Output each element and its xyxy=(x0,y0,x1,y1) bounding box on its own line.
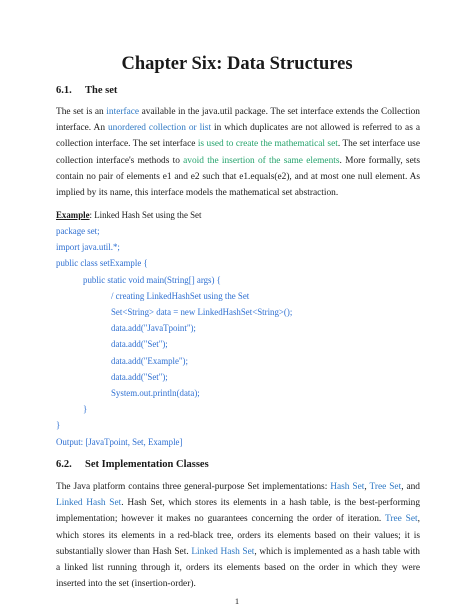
text-run: , which is implemented as a hash table with xyxy=(254,546,420,557)
text-run: collection interface. The set interface xyxy=(56,139,198,150)
highlighted-term: Linked Hash Set xyxy=(191,546,255,557)
highlighted-term: Tree Set xyxy=(369,482,402,492)
code-line: data.add("Set"); xyxy=(111,371,168,382)
section-title: The set xyxy=(85,85,118,96)
text-run: , xyxy=(364,482,370,492)
example-caption xyxy=(56,207,201,223)
text-line xyxy=(56,153,420,169)
highlighted-term: is used to create the mathematical set xyxy=(197,139,338,150)
text-run: , xyxy=(417,514,420,525)
text-run: collection interface's methods to xyxy=(56,155,184,166)
text-run: substantially slower than Hash Set. xyxy=(56,546,192,557)
text-run: inserted into the set (insertion-order). xyxy=(56,579,196,590)
highlighted-term: interface xyxy=(106,107,140,117)
code-line: } xyxy=(56,420,61,431)
text-run: available in the java.util package. The set interface extends the Collection xyxy=(139,107,420,117)
text-line xyxy=(56,104,420,120)
paragraph-set-intro xyxy=(56,104,420,201)
code-line: data.add("JavaTpoint"); xyxy=(111,323,196,334)
text-line xyxy=(56,544,420,560)
highlighted-term: Hash Set xyxy=(330,482,365,492)
chapter-title: Chapter Six: Data Structures xyxy=(121,54,353,74)
text-run: implied by its name, this interface models the mathematical set abstraction. xyxy=(56,187,339,198)
section-number: 6.1. xyxy=(56,85,72,96)
code-line: Set<String> data = new LinkedHashSet<String>(); xyxy=(111,307,293,317)
text-run: in which duplicates are not allowed is referred to as a xyxy=(211,123,420,134)
text-run: a linked list running through it, orders its elements based on the order in which they were xyxy=(56,562,420,573)
text-line xyxy=(56,576,420,592)
section-number: 6.2. xyxy=(56,459,72,470)
text-run: . More formally, sets xyxy=(339,155,420,166)
highlighted-term: Linked Hash Set xyxy=(56,498,122,509)
text-run: implementation; however it makes no guarantees concerning the order of iteration. xyxy=(56,514,385,525)
text-run: . The set interface use xyxy=(337,139,420,150)
example-label: Example xyxy=(56,210,90,220)
text-line xyxy=(56,528,420,544)
page-number: 1 xyxy=(234,596,240,606)
code-line: package set; xyxy=(56,226,100,236)
text-run: interface. An xyxy=(56,123,108,134)
code-line: data.add("Example"); xyxy=(111,355,188,366)
highlighted-term: unordered collection or list xyxy=(107,123,212,134)
text-line xyxy=(56,560,420,576)
code-line: System.out.println(data); xyxy=(111,388,200,398)
text-run: The Java platform contains three general-purpose Set implementations: xyxy=(56,482,331,492)
section-title: Set Implementation Classes xyxy=(85,459,209,470)
text-line xyxy=(56,120,420,136)
text-run: The set is an xyxy=(56,107,107,117)
code-line: Output: [JavaTpoint, Set, Example] xyxy=(56,436,183,447)
text-line xyxy=(56,136,420,152)
text-line xyxy=(56,495,420,511)
text-line xyxy=(56,185,420,201)
text-line xyxy=(56,169,420,185)
highlighted-term: avoid the insertion of the same elements xyxy=(183,155,340,166)
code-line: public class setExample { xyxy=(56,258,148,269)
code-line: import java.util.*; xyxy=(56,242,120,253)
paragraph-implementations xyxy=(56,479,420,592)
text-run: . Hash Set, which stores its elements in a hash table, is the best-performing xyxy=(121,498,420,509)
code-line: public static void main(String[] args) { xyxy=(83,274,221,285)
highlighted-term: Tree Set xyxy=(384,514,418,525)
code-line: data.add("Set"); xyxy=(111,339,168,350)
text-run: which stores its elements in a red-black tree, orders its elements based on their values; it is xyxy=(56,530,420,541)
code-line: / creating LinkedHashSet using the Set xyxy=(111,290,250,301)
section-heading-implementations xyxy=(56,458,209,472)
text-run: contain no pair of elements e1 and e2 such that e1.equals(e2), and at most one null element. As xyxy=(56,171,420,182)
text-line xyxy=(56,511,420,527)
section-heading-set xyxy=(56,84,117,98)
text-line xyxy=(56,479,420,495)
code-line: } xyxy=(83,404,88,415)
text-run: , and xyxy=(401,482,420,492)
example-description: : Linked Hash Set using the Set xyxy=(89,210,202,220)
